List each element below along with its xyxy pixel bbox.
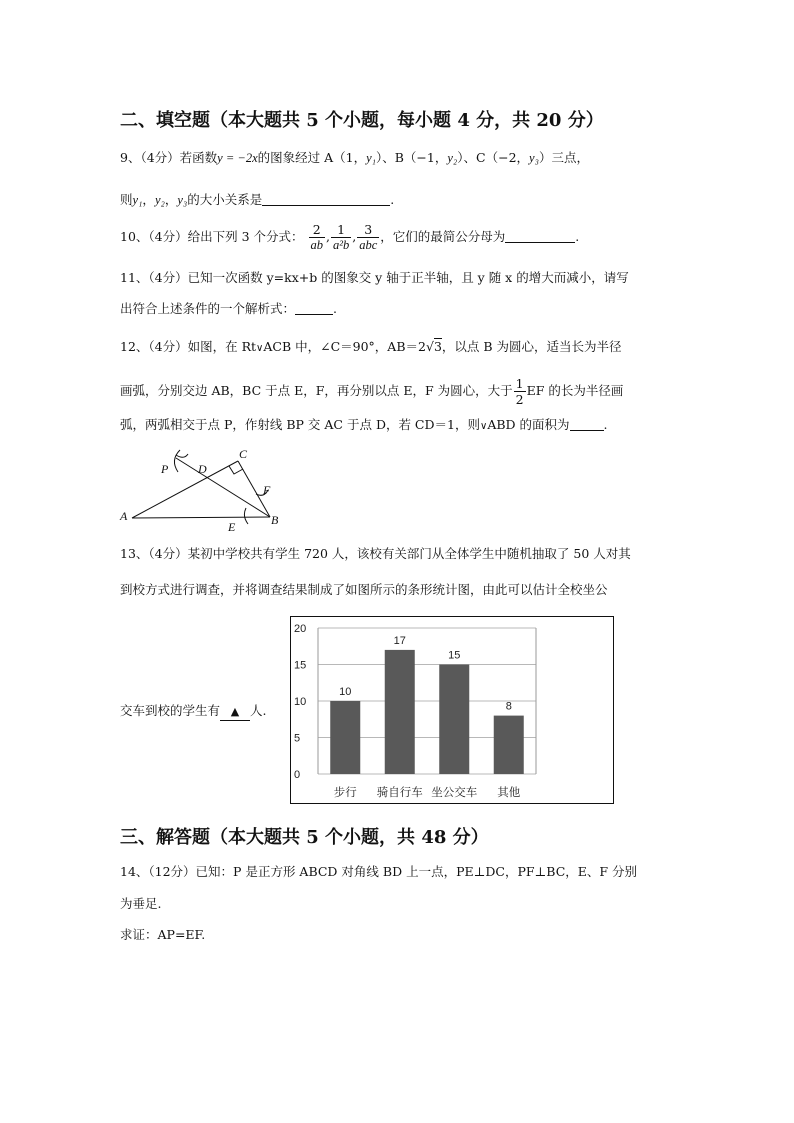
- label-a: A: [120, 509, 128, 523]
- right-angle-mark: [229, 466, 243, 474]
- q13-text-a: 交车到校的学生有: [120, 703, 221, 718]
- q12-text-e: EF 的长为半径画: [526, 383, 624, 398]
- q12-line2: [120, 376, 623, 407]
- y-tick-label: 15: [294, 659, 307, 672]
- q9-text-c: ）、B（−1，: [376, 150, 448, 165]
- q9-period: .: [390, 192, 395, 207]
- q11-text: 出符合上述条件的一个解析式：: [120, 301, 296, 316]
- q9-y1: y₁: [366, 151, 376, 165]
- q9-y3: y₃: [529, 151, 539, 165]
- triangle-symbol-2: ∨: [479, 421, 488, 432]
- q9-y2: y₂: [447, 151, 458, 165]
- y-tick-label: 20: [294, 623, 307, 635]
- q12-text-b: ACB 中，∠C＝90°，AB＝2: [263, 339, 426, 354]
- q11-period: .: [333, 301, 337, 316]
- q9-line1: [120, 150, 589, 166]
- q12-sqrt-value: 3: [433, 339, 442, 354]
- q12-answer-blank[interactable]: [570, 417, 604, 431]
- q10-f1-den: ab: [310, 238, 323, 252]
- q10-intro: 10、（4分）给出下列 3 个分式：: [120, 229, 304, 244]
- q9-sep1: ，: [142, 192, 155, 207]
- q14-line3: 求证：AP=EF.: [120, 927, 206, 942]
- sqrt-symbol: √: [425, 339, 434, 354]
- data-label: 15: [448, 649, 461, 662]
- label-p: P: [161, 462, 169, 476]
- q10-f3-den: abc: [359, 238, 378, 252]
- q13-text-b: 人.: [250, 703, 267, 718]
- segment-ab: [132, 517, 270, 518]
- q13-line3: [120, 703, 267, 721]
- q10-fraction-3: [357, 222, 379, 253]
- bar: [330, 701, 360, 774]
- arc-e: [244, 508, 248, 524]
- q9-text-b: 的图象经过 A（1，: [257, 150, 367, 165]
- q11-answer-blank[interactable]: [295, 301, 333, 315]
- q10-answer-blank[interactable]: [505, 229, 575, 243]
- data-label: 17: [393, 634, 406, 647]
- q9-text-d: ）、C（−2，: [457, 150, 530, 165]
- q12-period: .: [603, 417, 608, 432]
- q12-line3: [120, 417, 608, 435]
- q10-f2-den: a²b: [332, 238, 350, 252]
- bar: [385, 650, 415, 774]
- q9-text-a: 9、（4分）若函数: [120, 150, 218, 165]
- q10-f2-num: 1: [331, 222, 351, 238]
- q11-line2: [120, 301, 337, 317]
- arc-p-lower: [176, 454, 188, 457]
- x-category-label: 坐公交车: [431, 787, 478, 799]
- bar: [439, 665, 469, 775]
- q12-text-f: 弧，两弧相交于点 P，作射线 BP 交 AC 于点 D，若 CD＝1，则: [120, 417, 480, 432]
- q9-y2-b: y₂: [154, 193, 165, 207]
- q9-function: y = −2x: [217, 151, 258, 165]
- bar: [494, 716, 524, 774]
- section-title-fill-in: 二、填空题（本大题共 5 个小题，每小题 4 分，共 20 分）: [120, 110, 604, 131]
- q9-sep2: ，: [164, 192, 178, 207]
- q10-f1-num: 2: [309, 222, 326, 238]
- q12-text-c: ，以点 B 为圆心，适当长为半径: [441, 339, 622, 354]
- q13-line1: 13、（4分）某初中学校共有学生 720 人，该校有关部门从全体学生中随机抽取了 50 人对其: [120, 546, 631, 561]
- q10-tail: ，它们的最简公分母为: [380, 229, 506, 244]
- y-tick-label: 5: [294, 732, 301, 745]
- q14-line1: 14、（12分）已知：P 是正方形 ABCD 对角线 BD 上一点，PE⊥DC，PF⊥BC，E、F 分别: [120, 864, 638, 879]
- q12-half-den: 2: [515, 392, 524, 407]
- q9-line2: [120, 192, 394, 208]
- label-d: D: [198, 462, 207, 476]
- x-category-label: 其他: [497, 787, 521, 799]
- q9-y3-b: y₃: [177, 193, 188, 207]
- q14-line2: 为垂足.: [120, 896, 162, 911]
- q9-text-e: ）三点，: [538, 150, 589, 165]
- q10-fraction-2: [331, 222, 351, 253]
- q12-text-a: 12、（4分）如图，在 Rt: [120, 339, 257, 354]
- label-c: C: [239, 447, 248, 461]
- q12-text-d: 画弧，分别交边 AB，BC 于点 E，F，再分别以点 E，F 为圆心，大于: [120, 383, 513, 398]
- triangle-figure: [118, 446, 288, 536]
- segment-ac: [132, 461, 238, 518]
- arc-p-upper: [174, 450, 180, 472]
- q11-line1: 11、（4分）已知一次函数 y=kx+b 的图象交 y 轴于正半轴，且 y 随 x 的增大而减小，请写: [120, 270, 629, 285]
- data-label: 8: [505, 700, 512, 713]
- label-b: B: [271, 513, 279, 527]
- q10-line: 10、（4分）给出下列 3 个分式： $\frac{2}{ab}$ , $\frac{1}{\text{a²b}}$ , $\frac{3}{\text{abc}}$ ，它们的最简公分母为 .: [120, 222, 580, 252]
- triangle-symbol: ∨: [256, 343, 264, 354]
- q9-relation-text: 的大小关系是: [187, 192, 263, 207]
- y-tick-label: 10: [294, 696, 307, 708]
- q13-line2: 到校方式进行调查，并将调查结果制成了如图所示的条形统计图，由此可以估计全校坐公: [120, 582, 608, 597]
- y-tick-label: 0: [294, 769, 301, 781]
- section-title-solve: 三、解答题（本大题共 5 个小题，共 48 分）: [120, 827, 489, 848]
- q9-then: 则: [120, 192, 133, 207]
- q9-y1-b: y₁: [132, 193, 143, 207]
- q12-half-num: 1: [515, 376, 524, 391]
- x-category-label: 步行: [333, 787, 357, 799]
- q10-period: .: [575, 229, 580, 244]
- q12-half-fraction: [514, 376, 526, 407]
- q13-answer-blank[interactable]: ▲: [220, 704, 250, 721]
- q9-answer-blank[interactable]: [262, 192, 390, 206]
- q10-f3-num: 3: [357, 222, 379, 238]
- data-label: 10: [339, 686, 352, 698]
- label-e: E: [228, 520, 236, 534]
- bar-chart: [290, 616, 614, 804]
- q12-line1: [120, 339, 622, 357]
- label-f: F: [263, 483, 271, 497]
- q10-fraction-1: [309, 222, 326, 253]
- q12-text-g: ABD 的面积为: [487, 417, 570, 432]
- x-category-label: 骑自行车: [376, 787, 423, 799]
- ray-bp: [176, 458, 270, 517]
